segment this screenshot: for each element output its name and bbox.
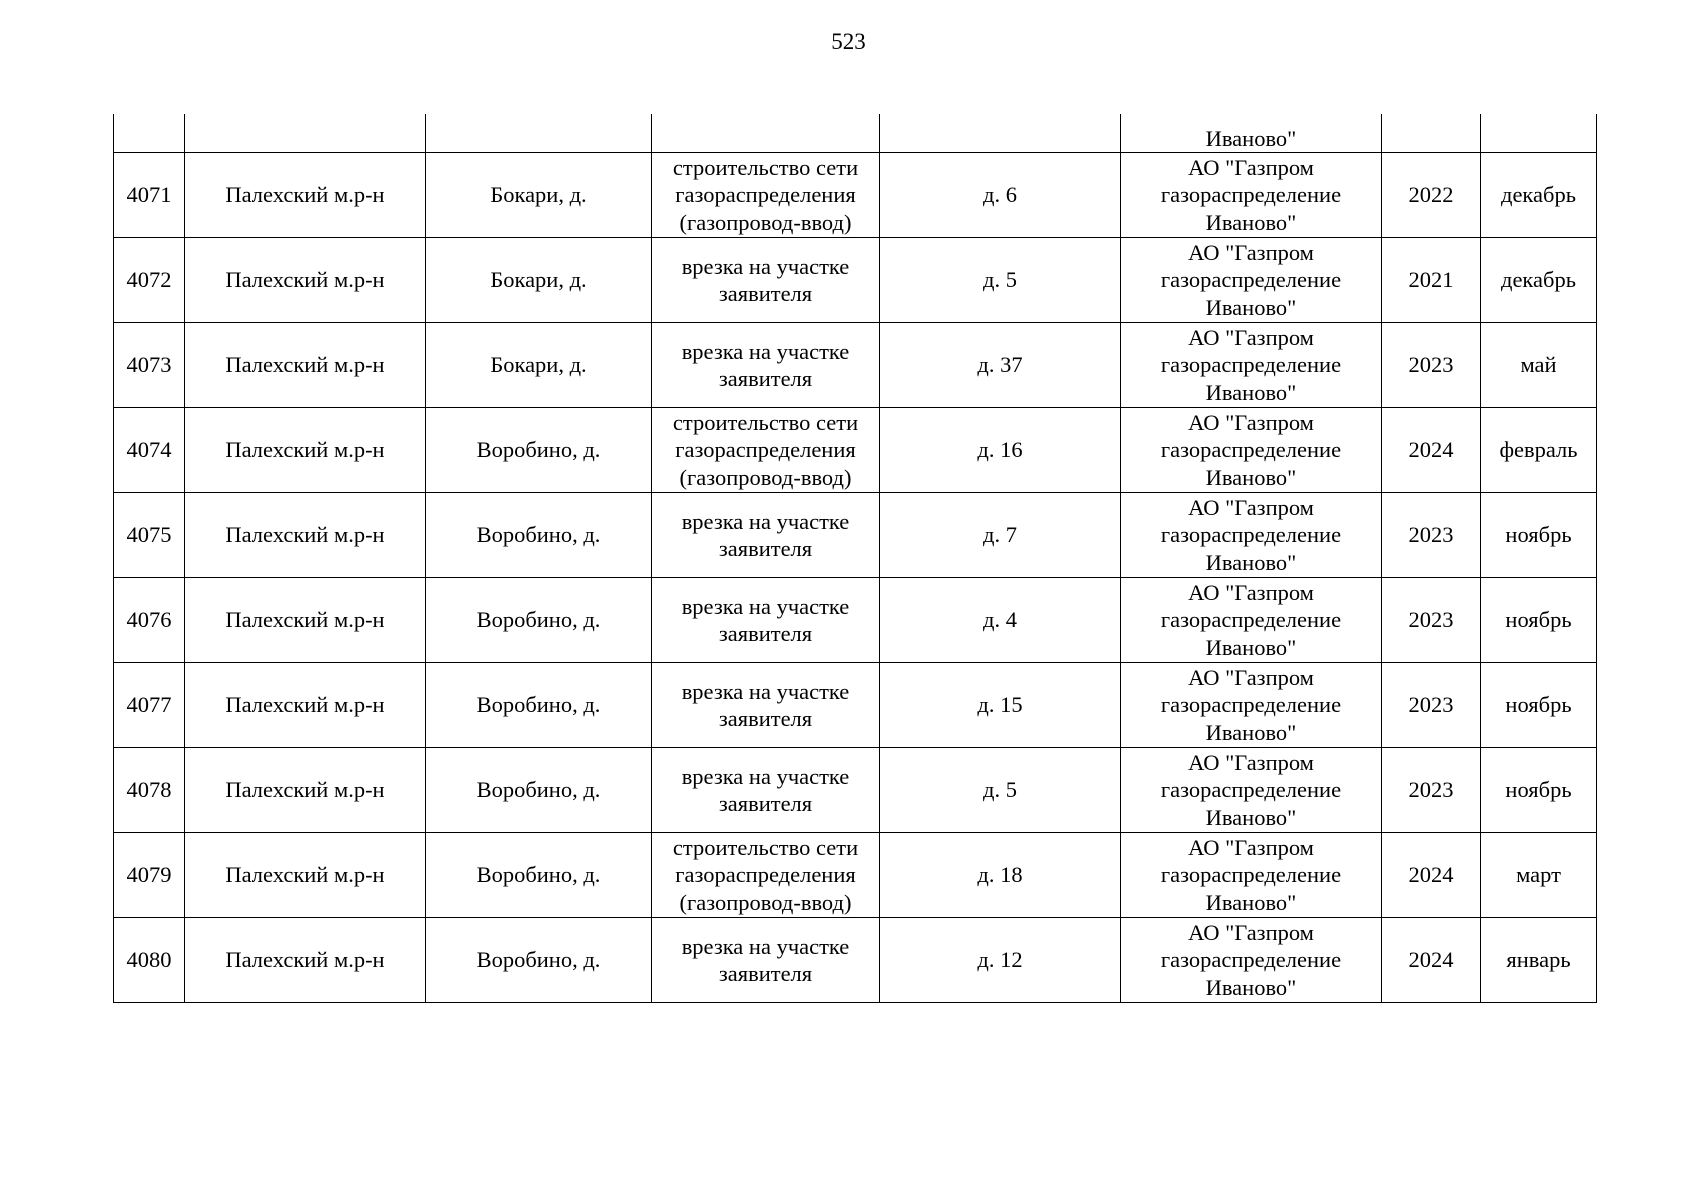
cell-address: д. 37 xyxy=(880,323,1121,408)
gasification-table xyxy=(113,114,1597,1003)
table-row-continuation xyxy=(114,114,1597,153)
cell-year: 2024 xyxy=(1382,918,1481,1003)
cell-number: 4079 xyxy=(114,833,185,918)
cell-address: д. 15 xyxy=(880,663,1121,748)
cell-district: Палехский м.р-н xyxy=(185,663,426,748)
cell-month: декабрь xyxy=(1481,153,1597,238)
cell-settlement: Воробино, д. xyxy=(426,918,652,1003)
cell-organization: АО "Газпром газораспределение Иваново" xyxy=(1121,748,1382,833)
cell-year: 2023 xyxy=(1382,578,1481,663)
cell-settlement: Воробино, д. xyxy=(426,408,652,493)
cell-work-type: строительство сети газораспределения (газопровод-ввод) xyxy=(652,153,880,238)
cell-work-type: врезка на участке заявителя xyxy=(652,578,880,663)
cell-settlement: Бокари, д. xyxy=(426,238,652,323)
cell-organization: Иваново" xyxy=(1121,114,1382,153)
cell-month: февраль xyxy=(1481,408,1597,493)
cell-year: 2024 xyxy=(1382,408,1481,493)
cell-settlement: Бокари, д. xyxy=(426,153,652,238)
cell-organization: АО "Газпром газораспределение Иваново" xyxy=(1121,238,1382,323)
cell-number: 4078 xyxy=(114,748,185,833)
table-row xyxy=(114,918,1597,1003)
cell-work-type: врезка на участке заявителя xyxy=(652,748,880,833)
cell-address: д. 12 xyxy=(880,918,1121,1003)
cell-number: 4073 xyxy=(114,323,185,408)
cell-month xyxy=(1481,114,1597,153)
cell-work-type xyxy=(652,114,880,153)
cell-address: д. 18 xyxy=(880,833,1121,918)
cell-settlement xyxy=(426,114,652,153)
cell-settlement: Воробино, д. xyxy=(426,493,652,578)
cell-address: д. 7 xyxy=(880,493,1121,578)
cell-organization: АО "Газпром газораспределение Иваново" xyxy=(1121,833,1382,918)
table-row xyxy=(114,238,1597,323)
cell-address: д. 4 xyxy=(880,578,1121,663)
table-row xyxy=(114,748,1597,833)
cell-organization: АО "Газпром газораспределение Иваново" xyxy=(1121,323,1382,408)
cell-district: Палехский м.р-н xyxy=(185,323,426,408)
cell-work-type: врезка на участке заявителя xyxy=(652,918,880,1003)
cell-number xyxy=(114,114,185,153)
cell-district: Палехский м.р-н xyxy=(185,918,426,1003)
table-row xyxy=(114,323,1597,408)
cell-work-type: врезка на участке заявителя xyxy=(652,238,880,323)
cell-month: ноябрь xyxy=(1481,748,1597,833)
cell-year xyxy=(1382,114,1481,153)
cell-work-type: строительство сети газораспределения (газопровод-ввод) xyxy=(652,408,880,493)
cell-number: 4076 xyxy=(114,578,185,663)
cell-work-type: строительство сети газораспределения (газопровод-ввод) xyxy=(652,833,880,918)
cell-organization: АО "Газпром газораспределение Иваново" xyxy=(1121,408,1382,493)
cell-organization: АО "Газпром газораспределение Иваново" xyxy=(1121,663,1382,748)
cell-district: Палехский м.р-н xyxy=(185,153,426,238)
cell-settlement: Бокари, д. xyxy=(426,323,652,408)
cell-year: 2024 xyxy=(1382,833,1481,918)
cell-organization: АО "Газпром газораспределение Иваново" xyxy=(1121,918,1382,1003)
cell-month: ноябрь xyxy=(1481,493,1597,578)
cell-year: 2023 xyxy=(1382,748,1481,833)
cell-district: Палехский м.р-н xyxy=(185,408,426,493)
cell-year: 2023 xyxy=(1382,663,1481,748)
cell-year: 2023 xyxy=(1382,493,1481,578)
cell-district: Палехский м.р-н xyxy=(185,493,426,578)
cell-number: 4072 xyxy=(114,238,185,323)
cell-district: Палехский м.р-н xyxy=(185,833,426,918)
cell-year: 2021 xyxy=(1382,238,1481,323)
cell-work-type: врезка на участке заявителя xyxy=(652,323,880,408)
cell-number: 4071 xyxy=(114,153,185,238)
table-row xyxy=(114,663,1597,748)
cell-number: 4080 xyxy=(114,918,185,1003)
page-number: 523 xyxy=(831,29,866,54)
cell-address: д. 5 xyxy=(880,748,1121,833)
cell-work-type: врезка на участке заявителя xyxy=(652,493,880,578)
cell-organization: АО "Газпром газораспределение Иваново" xyxy=(1121,153,1382,238)
cell-work-type: врезка на участке заявителя xyxy=(652,663,880,748)
cell-address: д. 16 xyxy=(880,408,1121,493)
cell-district: Палехский м.р-н xyxy=(185,238,426,323)
table-row xyxy=(114,153,1597,238)
cell-month: ноябрь xyxy=(1481,663,1597,748)
cell-district: Палехский м.р-н xyxy=(185,578,426,663)
cell-number: 4074 xyxy=(114,408,185,493)
cell-month: май xyxy=(1481,323,1597,408)
cell-address: д. 5 xyxy=(880,238,1121,323)
cell-month: ноябрь xyxy=(1481,578,1597,663)
cell-month: март xyxy=(1481,833,1597,918)
cell-organization: АО "Газпром газораспределение Иваново" xyxy=(1121,493,1382,578)
cell-settlement: Воробино, д. xyxy=(426,748,652,833)
cell-address xyxy=(880,114,1121,153)
table-row xyxy=(114,833,1597,918)
cell-address: д. 6 xyxy=(880,153,1121,238)
cell-month: январь xyxy=(1481,918,1597,1003)
cell-organization: АО "Газпром газораспределение Иваново" xyxy=(1121,578,1382,663)
table-row xyxy=(114,408,1597,493)
cell-district xyxy=(185,114,426,153)
cell-year: 2022 xyxy=(1382,153,1481,238)
cell-year: 2023 xyxy=(1382,323,1481,408)
table-row xyxy=(114,493,1597,578)
cell-month: декабрь xyxy=(1481,238,1597,323)
table-row xyxy=(114,578,1597,663)
cell-district: Палехский м.р-н xyxy=(185,748,426,833)
cell-number: 4077 xyxy=(114,663,185,748)
cell-settlement: Воробино, д. xyxy=(426,578,652,663)
cell-settlement: Воробино, д. xyxy=(426,663,652,748)
cell-settlement: Воробино, д. xyxy=(426,833,652,918)
cell-number: 4075 xyxy=(114,493,185,578)
